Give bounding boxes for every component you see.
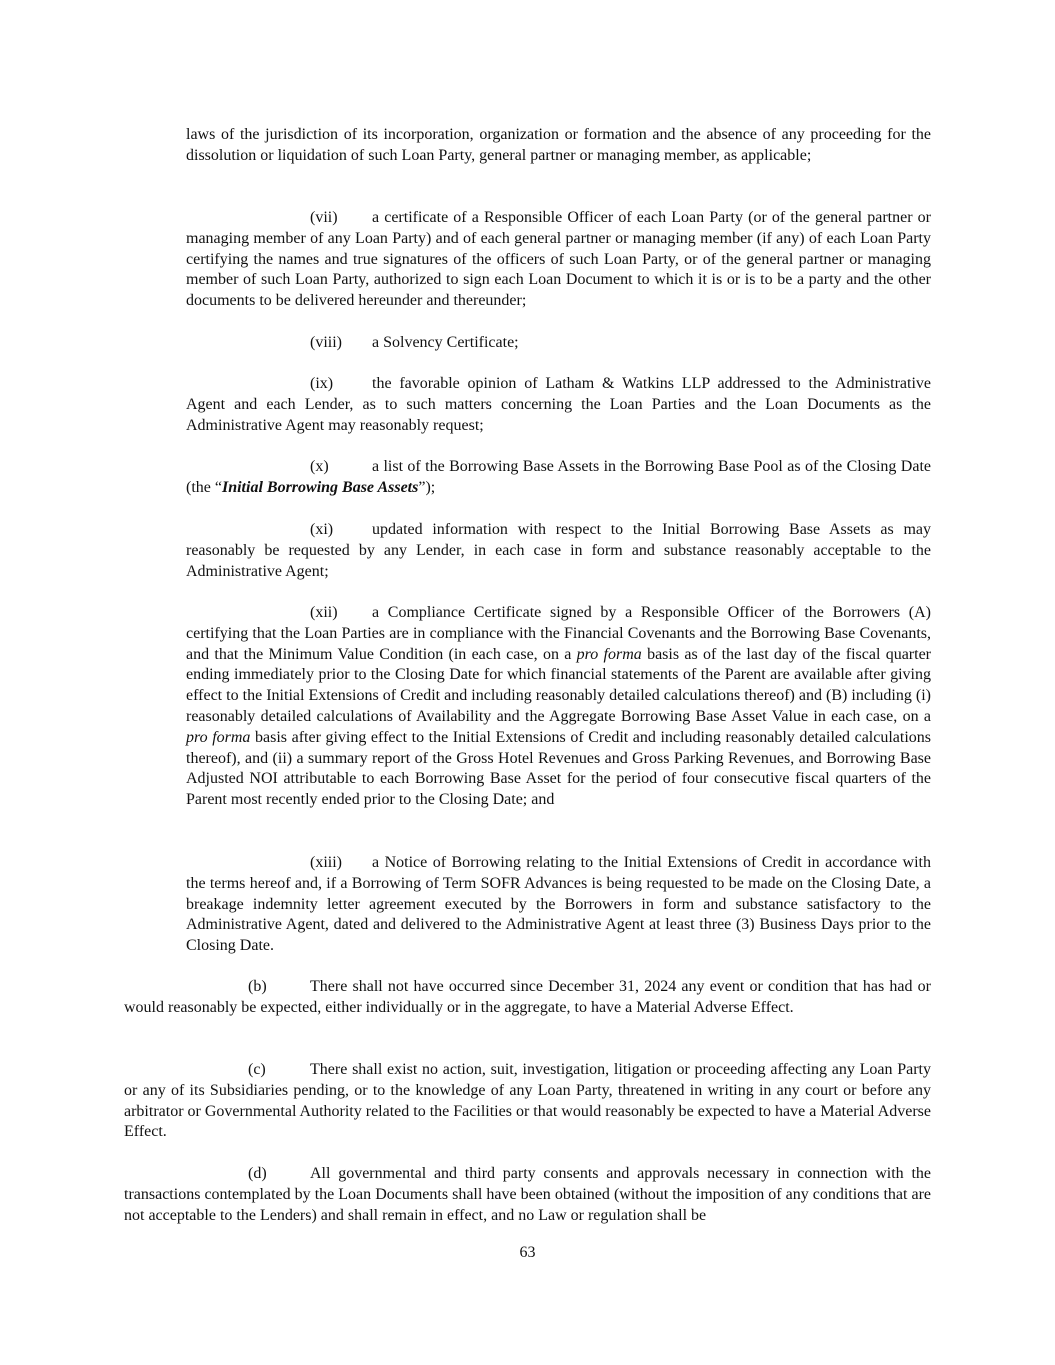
clause-text-end: ”); xyxy=(418,478,436,496)
clause-label: (vii) xyxy=(310,209,338,226)
clause-label: (xi) xyxy=(310,521,334,538)
clause-viii xyxy=(186,333,931,354)
italic-term: pro forma xyxy=(576,645,642,663)
page-number: 63 xyxy=(519,1244,536,1261)
clause-text: There shall exist no action, suit, investigation, litigation or proceeding affecting any Loan Party or any of its Subsidiaries pending, or to the knowledge of any Loan Party, threatened in writing in any court or before any arbitrator or Governmental Authority related to the Facilities or that would reasonably be expected to have a Material Adverse Effect. xyxy=(124,1061,931,1141)
clause-label: (ix) xyxy=(310,375,334,392)
clause-text: updated information with respect to the Initial Borrowing Base Assets as may reasonably be requested by any Lender, in each case in form and substance reasonably acceptable to the Administrative Agent; xyxy=(186,521,931,580)
clause-vii xyxy=(186,208,931,312)
clause-label: (c) xyxy=(248,1061,266,1078)
defined-term: Initial Borrowing Base Assets xyxy=(221,478,419,496)
clause-text: basis after giving effect to the Initial Extensions of Credit and including reasonably detailed calculations thereof), and (ii) a summary report of the Gross Hotel Revenues and Gross Parking Revenues, and Borrowing Base Adjusted NOI attributable to each Borrowing Base Asset for the period of four consecutive fiscal quarters of the Parent most recently ended prior to the Closing Date; and xyxy=(186,728,932,809)
clause-text: a Solvency Certificate; xyxy=(372,334,519,351)
clause-b xyxy=(124,977,931,1019)
italic-term: pro forma xyxy=(186,728,251,746)
clause-label: (xiii) xyxy=(310,854,342,871)
clause-x xyxy=(186,457,931,499)
clause-text: a Compliance Certificate signed by a Responsible Officer of the Borrowers (A) certifying that the Loan Parties are in compliance with the Financial Covenants and the Borrowing Base Covenants, and that the Minimum Value Condition (in each case, on a xyxy=(186,604,931,663)
clause-label: (b) xyxy=(248,978,267,995)
clause-xiii xyxy=(186,853,931,957)
clause-text: All governmental and third party consents and approvals necessary in connection with the transactions contemplated by the Loan Documents shall have been obtained (without the imposition of any conditions that are not acceptable to the Lenders) and shall remain in effect, and no Law or regulation shall be xyxy=(124,1165,931,1224)
clause-text: a Notice of Borrowing relating to the Initial Extensions of Credit in accordance with the terms hereof and, if a Borrowing of Term SOFR Advances is being requested to be made on the Closing Date, a breakage indemnity letter agreement executed by the Borrowers in form and substance satisfactory to the Administrative Agent, dated and delivered to the Administrative Agent at least three (3) Business Days prior to the Closing Date. xyxy=(186,854,931,955)
clause-d xyxy=(124,1164,931,1226)
paragraph-text: laws of the jurisdiction of its incorporation, organization or formation and the absence of any proceeding for the dissolution or liquidation of such Loan Party, general partner or managing member, as applicable; xyxy=(186,126,931,164)
clause-label: (d) xyxy=(248,1165,267,1182)
clause-xi xyxy=(186,520,931,582)
clause-text: basis as of the last day of the fiscal quarter ending immediately prior to the Closing Date for which financial statements of the Parent are available after giving effect to the Initial Extensions of Credit and including reasonably detailed calculations thereof) and (B) including (i) reasonably detailed calculations of Availability and the Aggregate Borrowing Base Asset Value in each case, on a xyxy=(186,645,931,725)
clause-text: There shall not have occurred since December 31, 2024 any event or condition that has had or would reasonably be expected, either individually or in the aggregate, to have a Material Adverse Effect. xyxy=(124,978,931,1016)
clause-text: a list of the Borrowing Base Assets in the Borrowing Base Pool as of the Closing Date (the “ xyxy=(186,458,931,496)
clause-c xyxy=(124,1060,931,1143)
clause-xii xyxy=(186,603,931,811)
clause-label: (x) xyxy=(310,458,329,475)
continuation-paragraph xyxy=(186,125,931,167)
clause-ix xyxy=(186,374,931,436)
clause-text: the favorable opinion of Latham & Watkins LLP addressed to the Administrative Agent and each Lender, as to such matters concerning the Loan Parties and the Loan Documents as the Administrative Agent may reasonably request; xyxy=(186,375,931,434)
clause-label: (viii) xyxy=(310,334,342,351)
clause-text: a certificate of a Responsible Officer of each Loan Party (or of the general partner or managing member of any Loan Party) and of each general partner or managing member (if any) of each Loan Party certifying the names and true signatures of the officers of such Loan Party, or of the general partner or managing member of such Loan Party, authorized to sign each Loan Document to which it is or is to be a party and the other documents to be delivered hereunder and thereunder; xyxy=(186,209,931,310)
clause-label: (xii) xyxy=(310,604,338,621)
